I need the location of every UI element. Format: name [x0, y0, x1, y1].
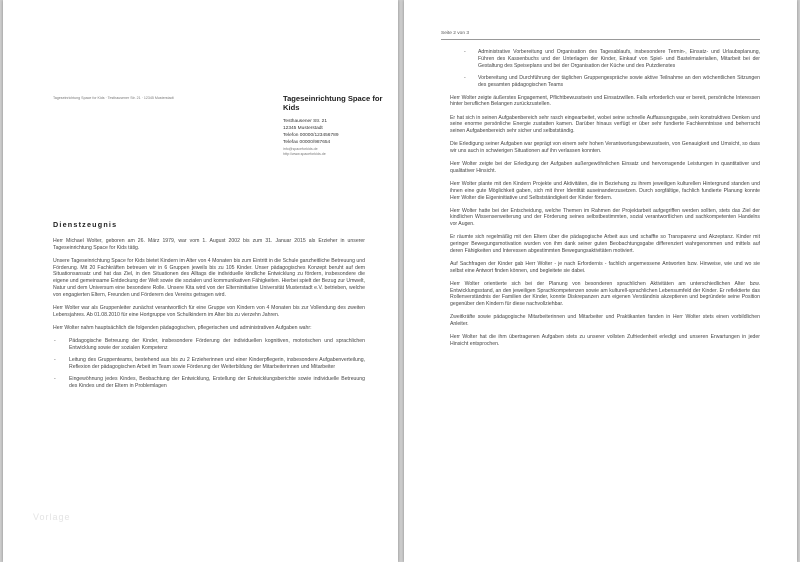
- company-email: info@spaceforkids.de: [283, 146, 318, 151]
- document-title: Dienstzeugnis: [53, 220, 118, 229]
- list-item: - Pädagogische Betreuung der Kinder, insbesondere Förderung der individuellen kognitiven, motorischen und sprachlichen Entwicklung sowie der sozialen Kompetenz: [54, 337, 365, 351]
- task-list: [450, 49, 760, 88]
- paragraph: Er hat sich in seinen Aufgabenbereich sehr rasch eingearbeitet, wobei seine schnelle Auffassungsgabe, sein konstruktives Denken und seine enorme persönliche Energie zustatten kamen. Darüber hinaus verfügt er über sehr fundierte Fachkenntnisse und beherrscht seinen Aufgabenbereich sehr sicher und selbstständig.: [450, 114, 760, 135]
- paragraph: Auf Sachfragen der Kinder gab Herr Wolter - je nach Erfordernis - fachlich angemessene Antworten bzw. Hinweise, wie und wo sie selbst eine Antwort finden können, und begleitete sie dabei.: [450, 260, 760, 274]
- paragraph: Herr Wolter nahm hauptsächlich die folgenden pädagogischen, pflegerischen und administrativen Aufgaben wahr:: [53, 324, 312, 331]
- page-number: Seite 2 von 3: [441, 31, 470, 36]
- paragraph: Herr Wolter zeigte äußerstes Engagement, Pflichtbewusstsein und Einsatzwillen. Falls erforderlich war er bereit, persönliche Interessen hinter beruflichen Belangen zurückzustellen.: [450, 94, 760, 108]
- dash-bullet-icon: -: [54, 376, 56, 382]
- paragraph: Herr Wolter zeigte bei der Erledigung der Aufgaben außergewöhnlichen Einsatz und hervorragende Leistungen in quantitativer und qualitativer Hinsicht.: [450, 161, 760, 174]
- list-item: - Leitung des Gruppenteams, bestehend aus bis zu 2 Erzieherinnen und einer Kinderpflegerin, insbesondere Aufgabenverteilung, Reflexion der pädagogischen Arbeit im Team sowie Förderung der Weiterbildung der Mitarbeiterinnen und Mitarbeiter: [54, 356, 365, 370]
- list-item: - Administrative Vorbereitung und Organisation des Tagesablaufs, insbesondere Termin-, Einsatz- und Urlaubsplanung, Führen des Kassenbuchs und der Unterlagen der Kinder, Einkauf von Spiel- und Bastelmaterialien, Mitarbeit bei der Gestaltung des Speiseplans und bei der Organisation der Küche und des Putzdienstes: [464, 49, 760, 69]
- header-divider: [441, 39, 760, 40]
- paragraph: Herr Wolter war als Gruppenleiter zunächst verantwortlich für eine Gruppe von Kindern von 4 Monaten bis zur Vollendung des zweiten Lebensjahres. Ab 01.08.2010 für eine Hortgruppe von Schulkindern im Alter bis zu vierzehn Jahren.: [53, 304, 365, 318]
- company-name: Tageseinrichtung Space for Kids: [283, 94, 383, 112]
- company-fax: Telefax 00000/987654: [283, 139, 331, 145]
- dash-bullet-icon: -: [54, 337, 56, 344]
- paragraph: Er räumte sich regelmäßig mit den Eltern über die pädagogische Arbeit aus und schaffte so Transparenz und Akzeptanz. Kinder mit geringer Bewegungsmotivation wurden von ihm dank seiner guten Beobachtungsgabe differenziert wahrgenommen und mittels auf deren Fähigkeiten und Interessen abgestimmten Bewegungsaktivitäten motiviert.: [450, 234, 760, 254]
- list-item: - Eingewöhnung jedes Kindes, Beobachtung der Entwicklung, Erstellung der Entwicklungsberichte sowie individuelle Betreuung des Kindes und der Eltern in Problemlagen: [54, 376, 365, 389]
- list-item: - Vorbereitung und Durchführung der täglichen Gruppengespräche sowie aktive Teilnahme an den wöchentlichen Sitzungen des gesamten pädagogischen Teams: [464, 74, 760, 88]
- paragraph: Herr Wolter plante mit den Kindern Projekte und Aktivitäten, die in Beziehung zu ihrem jeweiligen kulturellen Hintergrund standen und ihnen eine gute Möglichkeit gaben, sich mit ihrer Identität auseinanderzusetzen. Durch sorgfältige, fachlich fundierte Planung konnte Herr Wolter die Eigeninitiative und Selbstständigkeit der Kinder fördern.: [450, 181, 760, 201]
- task-list: [53, 338, 365, 390]
- company-website: http://www.spaceforkids.de: [283, 151, 326, 156]
- company-phone: Telefon 00000/123456789: [283, 132, 339, 138]
- watermark-text: Vorlage: [33, 512, 71, 522]
- paragraph: Die Erledigung seiner Aufgaben war geprägt von einem sehr hohen Verantwortungsbewusstsein, von Genauigkeit und Umsicht, so dass wir uns auch in schwierigen Situationen auf ihn verlassen konnten.: [450, 141, 760, 155]
- paragraph: Herr Wolter hatte bei der Entscheidung, welche Themen im Rahmen der Projektarbeit aufgegriffen werden sollten, stets das Ziel der kindlichen Wissenserweiterung und der Förderung seines selbstbestimmten, sozial verantwortlichen und sachkompetenten Handelns vor Augen.: [450, 207, 760, 228]
- paragraph: Herr Michael Wolter, geboren am 26. März 1979, war vom 1. August 2002 bis zum 31. Januar 2015 als Erzieher in unserer Tageseinrichtung Space for Kids tätig.: [53, 238, 365, 251]
- dash-bullet-icon: -: [464, 74, 466, 81]
- company-city: 12345 Musterstadt: [283, 125, 323, 131]
- paragraph: Zweitkräfte sowie pädagogische Mitarbeiterinnen und Mitarbeiter und Praktikanten fanden in Herr Wolter stets einen vorbildlichen Anleiter.: [450, 314, 760, 327]
- dash-bullet-icon: -: [464, 49, 466, 55]
- company-letterhead: [283, 94, 393, 157]
- sender-address-line: Tageseinrichtung Space for Kids · Testhausener Str. 21 · 12345 Musterstadt: [53, 96, 174, 100]
- paragraph: Herr Wolter orientierte sich bei der Planung von besonderen sprachlichen Aktivitäten am unterschiedlichen Alter bzw. Entwicklungsstand, an den jeweiligen Sprachkompetenzen sowie am kulturell-sprachlichen Lebensumfeld der Kinder. Er reflektierte das Rollenverständnis der Familien der Kinder, konnte Diskrepanzen zum eigenen Verständnis akzeptieren und begründete seine Position gegenüber den Kindern für diese nachvollziehbar.: [450, 280, 760, 308]
- paragraph: Unsere Tageseinrichtung Space for Kids bietet Kindern im Alter von 4 Monaten bis zum Eintritt in die Schule ganzheitliche Betreuung und Förderung. Mit 20 Fachkräften betreuen wir in 6 Gruppen jeweils bis zu 105 Kinder. Unser pädagogisches Konzept beruht auf dem Situationsansatz und hat das Ziel, in den Situationen des Alltags die individuelle kindliche Entwicklung zu fördern, insbesondere die eigene und gemeinsame Entdeckung der Welt sowie die sozialen und kommunikativen Fähigkeiten. Hierbei spielt der Bezug zur Umwelt, Natur und dem Universum eine besondere Rolle. Unsere Kita wird von der Elterninitiative Universität Musterstadt e.V. betrieben, welche von engagierten Eltern, Freunden und Förderern des Vereins getragen wird.: [53, 257, 365, 298]
- paragraph: Herr Wolter hat die ihm übertragenen Aufgaben stets zu unserer vollsten Zufriedenheit erledigt und unseren Erwartungen in jeder Hinsicht entsprochen.: [450, 334, 760, 347]
- company-address: [283, 119, 393, 157]
- page1-body: [53, 238, 365, 396]
- company-street: Testhausener Str. 21: [283, 119, 327, 124]
- document-page-2: [404, 0, 797, 562]
- document-page-1: [3, 0, 398, 562]
- page2-body: [450, 49, 760, 354]
- dash-bullet-icon: -: [54, 356, 56, 363]
